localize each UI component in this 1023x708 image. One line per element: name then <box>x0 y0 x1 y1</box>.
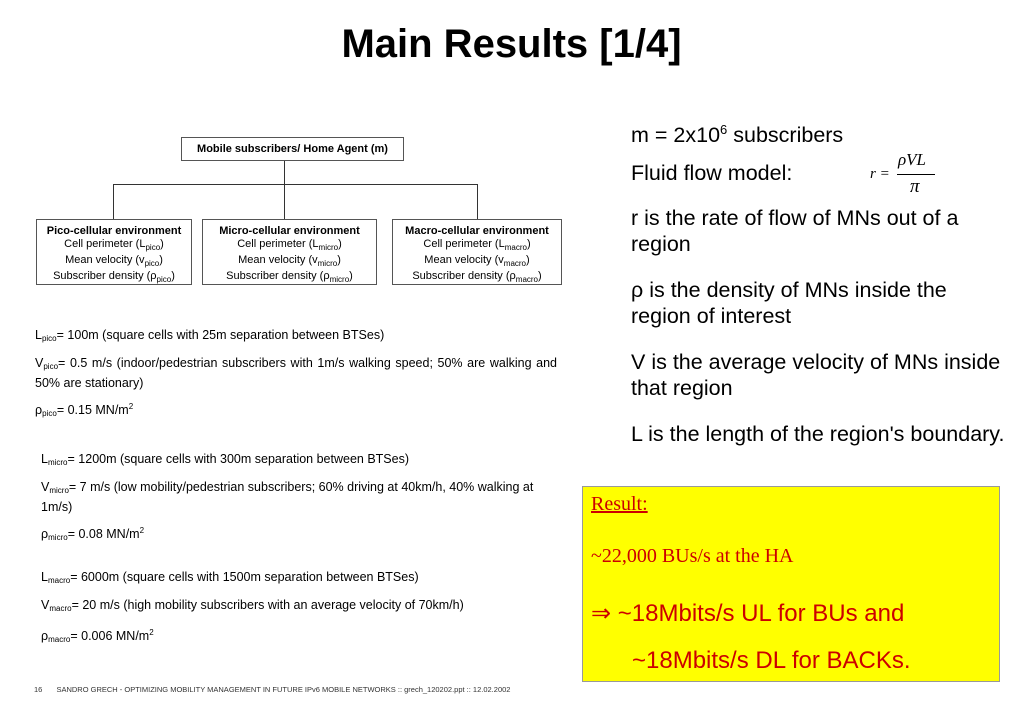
connector-vertical-pico <box>113 184 114 219</box>
definition-l: L is the length of the region's boundary. <box>631 422 1005 446</box>
pico-params <box>35 327 557 430</box>
micro-params <box>41 451 561 554</box>
pico-line-velocity: Mean velocity $(v_{pico})$ <box>65 254 163 269</box>
formula-denominator: π <box>910 176 920 197</box>
result-downlink: ~18Mbits/s DL for BACKs. <box>632 647 911 674</box>
diagram-micro-box <box>202 219 377 285</box>
definition-rho: ρ is the density of MNs inside the region of interest <box>631 278 947 328</box>
fluid-flow-label: Fluid flow model: <box>631 161 793 185</box>
macro-l-param: $L_{macro}= 6000m$ (square cells with 1500m separation between BTSes) <box>41 570 419 585</box>
pico-v-param: $V_{pico}= 0.5$ m/s (indoor/pedestrian subscribers with 1m/s walking speed; 50% are walking and 50% are stationary) <box>35 356 557 390</box>
formula-numerator: ρVL <box>898 150 926 169</box>
micro-heading: Micro-cellular environment <box>219 225 360 237</box>
result-label: Result: <box>591 493 648 515</box>
micro-rho-param: $\rho_{micro}= 0.08$ $MN/m^2$ <box>41 526 145 542</box>
pico-line-perimeter: Cell perimeter $(L_{pico})$ <box>64 238 164 253</box>
diagram-pico-box <box>36 219 192 285</box>
macro-params <box>41 569 561 656</box>
slide-title: Main Results [1/4] <box>341 22 682 66</box>
diagram-root-box <box>181 137 404 161</box>
footer-text: SANDRO GRECH - OPTIMIZING MOBILITY MANAGEMENT IN FUTURE IPv6 MOBILE NETWORKS :: grech_120202.ppt :: 12.02.2002 <box>56 685 511 694</box>
micro-line-perimeter: Cell perimeter $(L_{micro})$ <box>237 238 342 253</box>
definition-r: r is the rate of flow of MNs out of a region <box>631 206 959 256</box>
pico-rho-param: $\rho_{pico}= 0.15$ $MN/m^2$ <box>35 402 134 418</box>
formula-lhs: r = <box>870 166 890 182</box>
connector-horizontal <box>113 184 478 185</box>
macro-rho-param: $\rho_{macro}= 0.006$ $MN/m^2$ <box>41 628 154 644</box>
connector-vertical-micro <box>284 184 285 219</box>
subscriber-count: $m = 2x10^6$ subscribers <box>631 122 844 147</box>
micro-v-param: $V_{micro}= 7$ m/s (low mobility/pedestrian subscribers; 60% driving at 40km/h, 40% walking at 1m/s) <box>41 480 534 514</box>
slide-footer <box>34 685 510 694</box>
pico-heading: Pico-cellular environment <box>46 225 182 237</box>
result-box <box>582 486 1000 682</box>
definition-v: V is the average velocity of MNs inside that region <box>631 350 1001 400</box>
diagram-root-label: Mobile subscribers/ Home Agent (m) <box>197 143 388 155</box>
result-uplink: ⇒ ~18Mbits/s UL for BUs and <box>591 600 905 627</box>
connector-vertical-macro <box>477 184 478 219</box>
pico-line-density: Subscriber density $(\rho_{pico})$ <box>53 270 175 285</box>
micro-l-param: $L_{micro}= 1200m$ (square cells with 300m separation between BTSes) <box>41 452 410 467</box>
macro-line-perimeter: Cell perimeter $(L_{macro})$ <box>423 238 531 253</box>
macro-line-velocity: Mean velocity $(v_{macro})$ <box>424 254 530 269</box>
micro-line-density: Subscriber density $(\rho_{micro})$ <box>226 270 353 285</box>
connector-vertical-root <box>284 161 285 184</box>
macro-v-param: $V_{macro}= 20$ m/s (high mobility subscribers with an average velocity of 70km/h) <box>41 598 464 613</box>
micro-line-velocity: Mean velocity $(v_{micro})$ <box>238 254 341 269</box>
page-number: 16 <box>34 685 43 694</box>
macro-heading: Macro-cellular environment <box>405 225 549 237</box>
result-bu-rate: ~22,000 BUs/s at the HA <box>591 545 794 567</box>
formula-fraction-bar <box>897 174 935 175</box>
diagram-macro-box <box>392 219 562 285</box>
macro-line-density: Subscriber density $(\rho_{macro})$ <box>412 270 542 285</box>
pico-l-param: $L_{pico}= 100m$ (square cells with 25m separation between BTSes) <box>35 328 385 343</box>
